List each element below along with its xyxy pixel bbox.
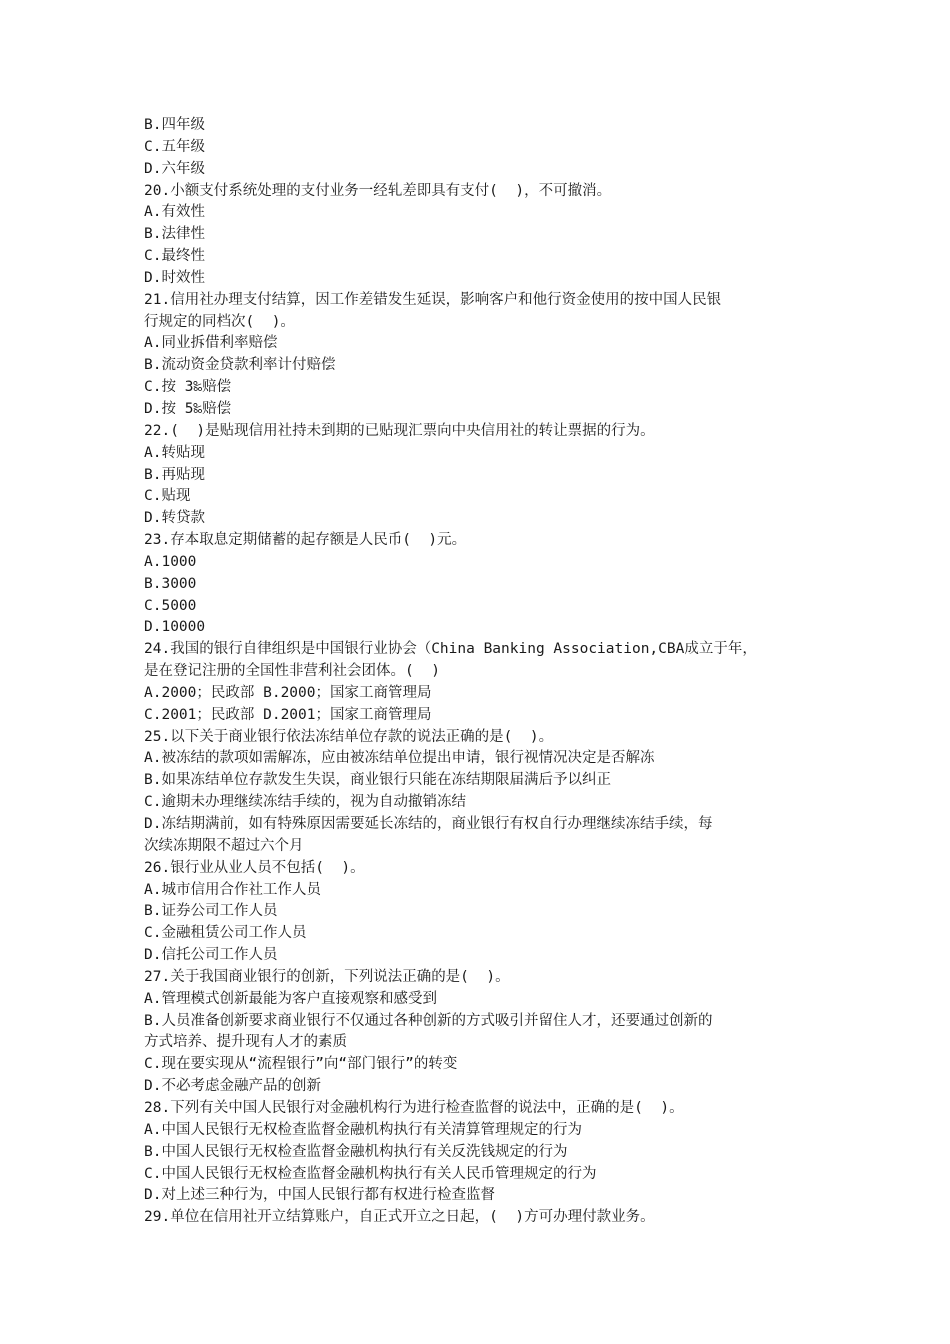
option-line: D.时效性 (144, 269, 205, 286)
option-line: D.信托公司工作人员 (144, 947, 278, 964)
document-page (144, 115, 824, 1229)
option-line: A.1000 (144, 553, 197, 570)
option-line: B.流动资金贷款利率计付赔偿 (144, 357, 336, 374)
option-line: A.城市信用合作社工作人员 (144, 881, 321, 898)
option-line: B.证券公司工作人员 (144, 903, 278, 920)
option-line: D.按 5‰赔偿 (144, 400, 232, 417)
option-line-continued: 次续冻期限不超过六个月 (144, 837, 304, 854)
option-line: A.转贴现 (144, 444, 205, 461)
question-27: 27.关于我国商业银行的创新，下列说法正确的是( )。 (144, 968, 510, 985)
option-line-continued: 方式培养、提升现有人才的素质 (144, 1034, 347, 1051)
option-line: B.中国人民银行无权检查监督金融机构执行有关反洗钱规定的行为 (144, 1143, 568, 1160)
option-line: B.3000 (144, 575, 197, 592)
option-line: D.六年级 (144, 160, 205, 177)
option-line: A.被冻结的款项如需解冻，应由被冻结单位提出申请，银行视情况决定是否解冻 (144, 750, 655, 767)
option-line: A.管理模式创新最能为客户直接观察和感受到 (144, 990, 437, 1007)
question-24: 24.我国的银行自律组织是中国银行业协会（China Banking Association,CBA成立于年， (144, 641, 757, 658)
question-23: 23.存本取息定期储蓄的起存额是人民币( )元。 (144, 532, 467, 549)
question-22: 22.( )是贴现信用社持未到期的已贴现汇票向中央信用社的转让票据的行为。 (144, 422, 655, 439)
question-29: 29.单位在信用社开立结算账户，自正式开立之日起，( )方可办理付款业务。 (144, 1209, 655, 1226)
option-line: C.逾期未办理继续冻结手续的，视为自动撤销冻结 (144, 794, 466, 811)
option-line: A.中国人民银行无权检查监督金融机构执行有关清算管理规定的行为 (144, 1121, 582, 1138)
option-line: D.不必考虑金融产品的创新 (144, 1078, 321, 1095)
option-line: C.5000 (144, 597, 197, 614)
option-line: D.转贷款 (144, 510, 205, 527)
option-line: C.中国人民银行无权检查监督金融机构执行有关人民币管理规定的行为 (144, 1165, 597, 1182)
question-28: 28.下列有关中国人民银行对金融机构行为进行检查监督的说法中，正确的是( )。 (144, 1099, 684, 1116)
option-line: C.贴现 (144, 488, 191, 505)
question-25: 25.以下关于商业银行依法冻结单位存款的说法正确的是( )。 (144, 728, 554, 745)
option-line: D.10000 (144, 619, 206, 636)
option-line: C.五年级 (144, 138, 205, 155)
option-line: B.人员准备创新要求商业银行不仅通过各种创新的方式吸引并留住人才，还要通过创新的 (144, 1012, 713, 1029)
option-line: C.金融租赁公司工作人员 (144, 925, 307, 942)
option-line: B.法律性 (144, 226, 205, 243)
option-line: C.按 3‰赔偿 (144, 379, 232, 396)
question-21: 21.信用社办理支付结算，因工作差错发生延误，影响客户和他行资金使用的按中国人民银 (144, 291, 722, 308)
option-line: C.2001；民政部 D.2001；国家工商管理局 (144, 706, 432, 723)
option-line: D.对上述三种行为，中国人民银行都有权进行检查监督 (144, 1187, 495, 1204)
option-line: B.四年级 (144, 117, 205, 133)
option-line: C.现在要实现从“流程银行”向“部门银行”的转变 (144, 1056, 458, 1073)
question-20: 20.小额支付系统处理的支付业务一经轧差即具有支付( )，不可撤消。 (144, 182, 612, 199)
option-line: B.如果冻结单位存款发生失误，商业银行只能在冻结期限届满后予以纠正 (144, 772, 611, 789)
option-line: B.再贴现 (144, 466, 205, 483)
option-line: A.有效性 (144, 204, 205, 221)
question-24-continued: 是在登记注册的全国性非营利社会团体。( ) (144, 663, 440, 680)
option-line: A.2000；民政部 B.2000；国家工商管理局 (144, 684, 432, 701)
option-line: C.最终性 (144, 248, 205, 265)
question-26: 26.银行业从业人员不包括( )。 (144, 859, 365, 876)
option-line: D.冻结期满前，如有特殊原因需要延长冻结的，商业银行有权自行办理继续冻结手续，每 (144, 816, 713, 832)
question-21-continued: 行规定的同档次( )。 (144, 313, 295, 330)
option-line: A.同业拆借利率赔偿 (144, 335, 278, 352)
